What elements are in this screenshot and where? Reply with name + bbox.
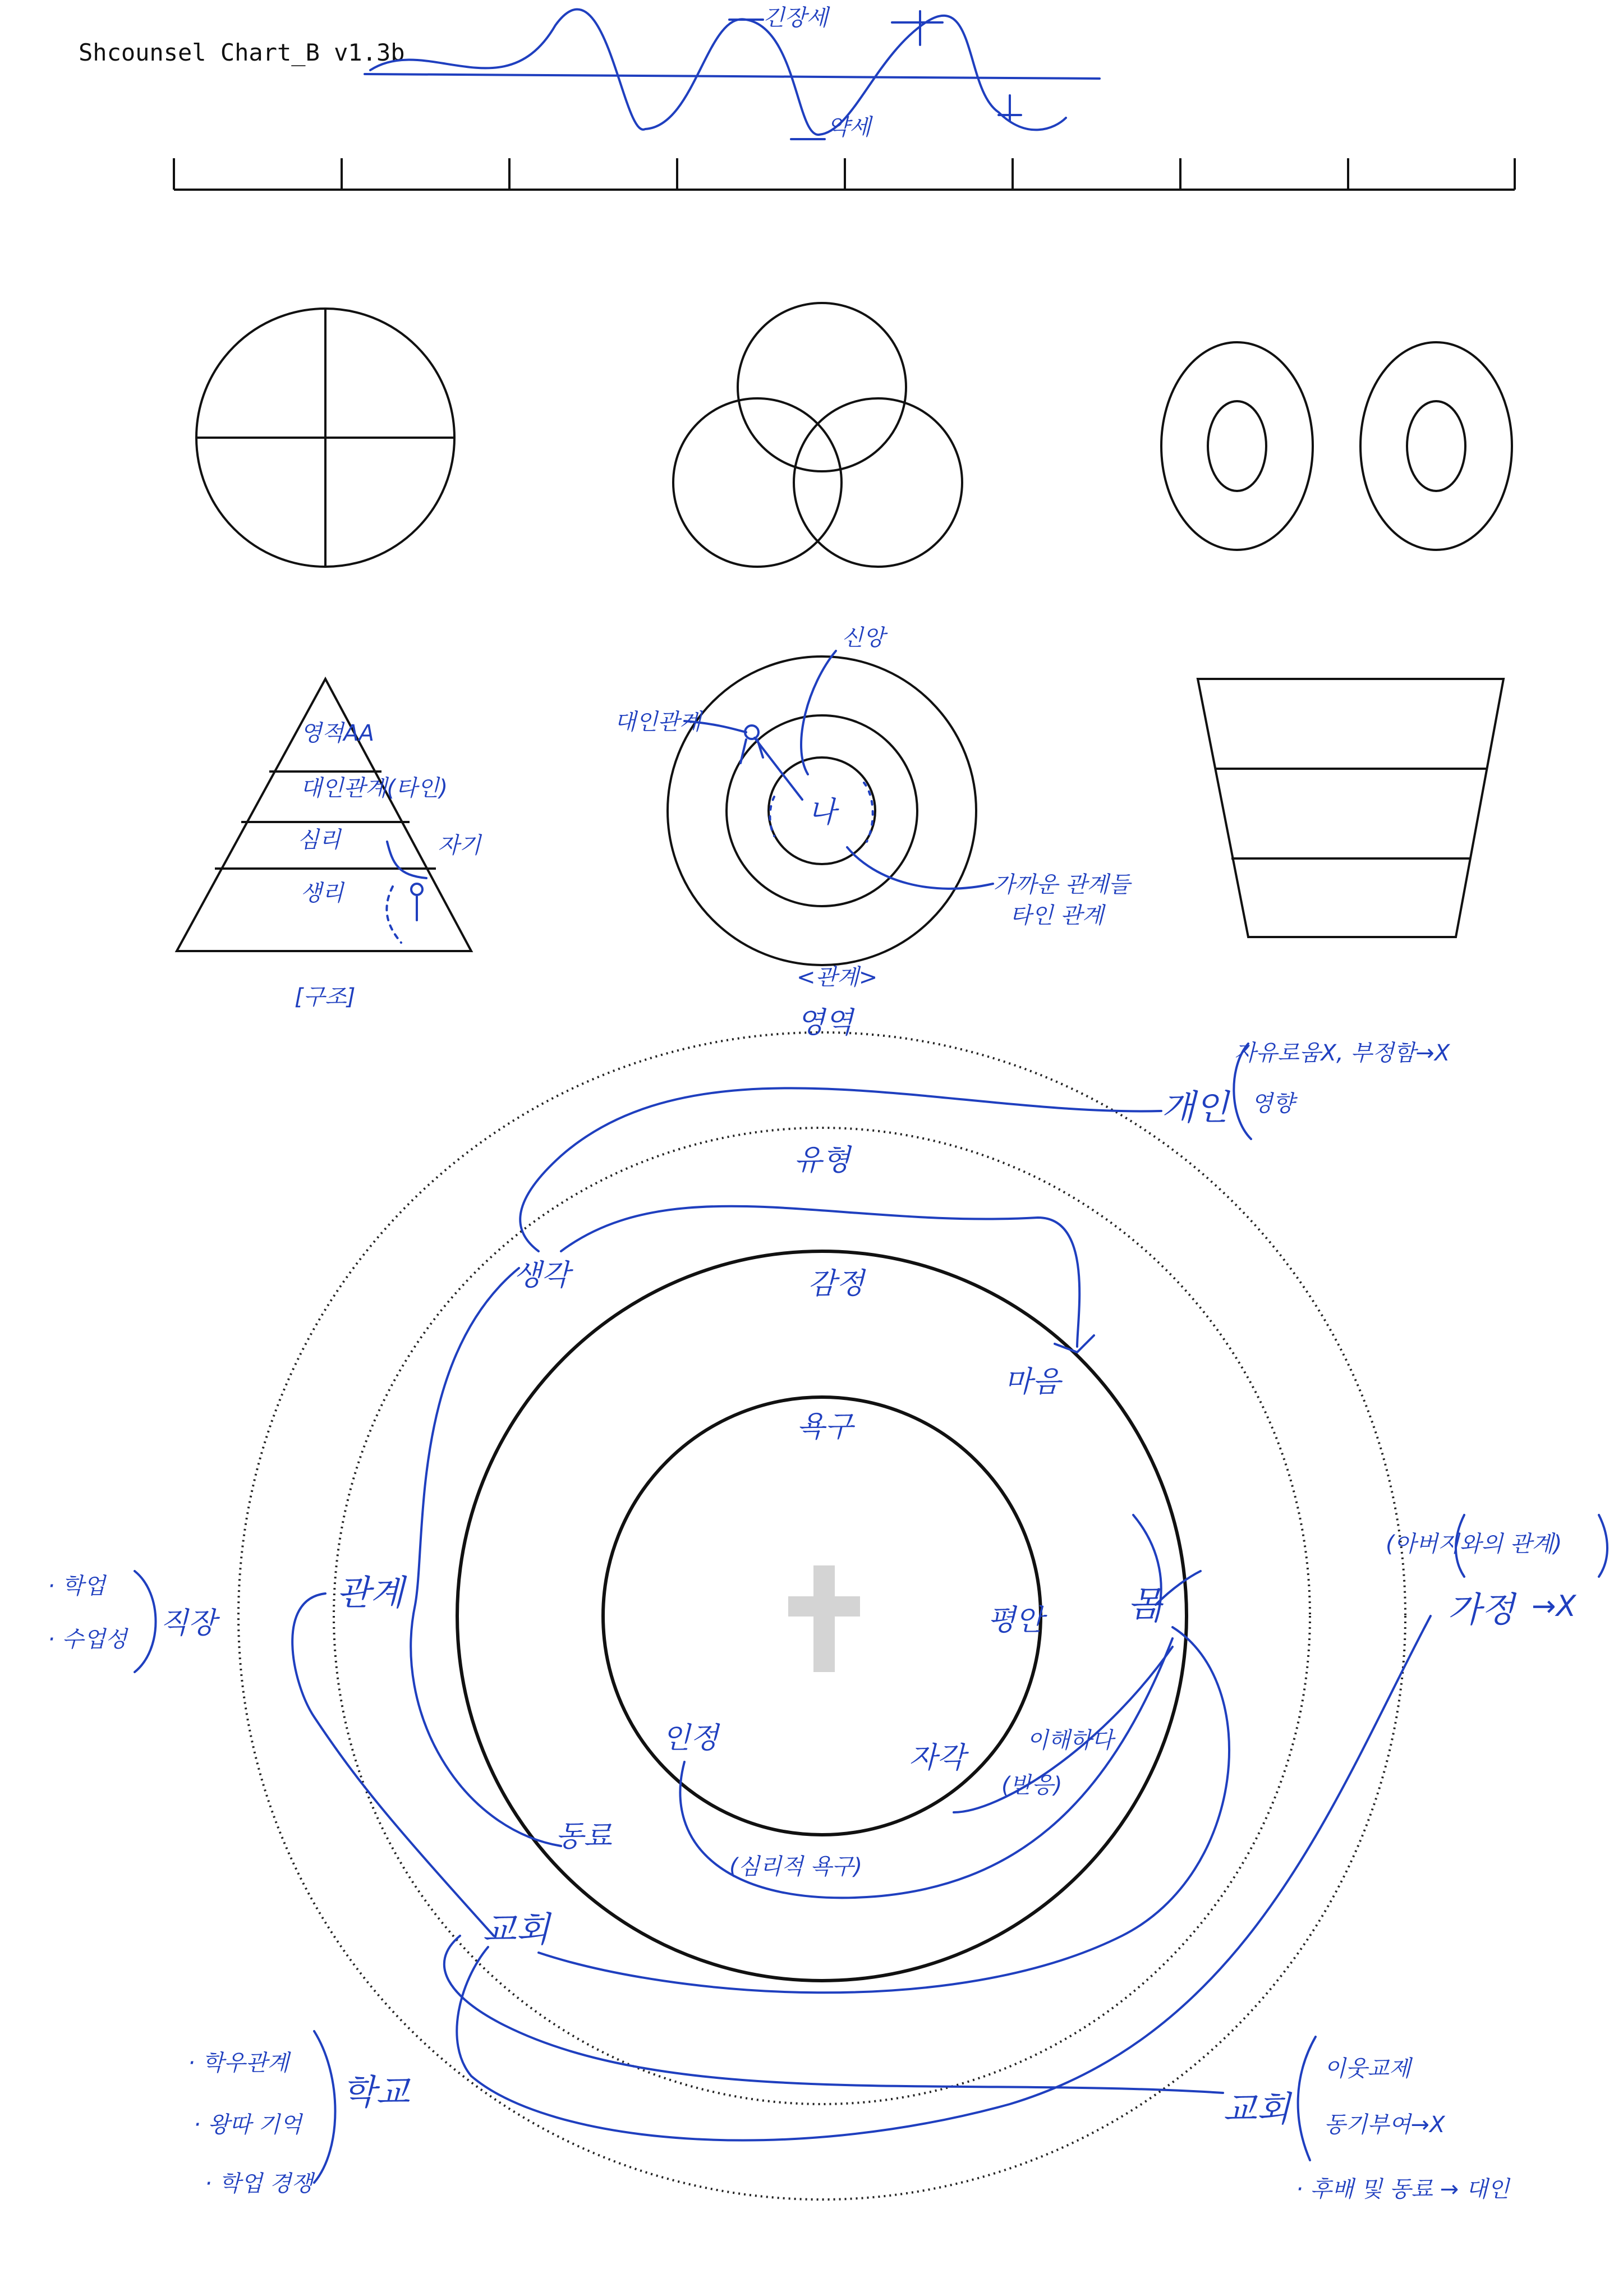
church-item-2: 동기부여→X [1324,2112,1445,2138]
target-god-label: 신앙 [842,625,885,651]
left-item-1: · 학업 [48,1573,105,1599]
family-arrow: →X [1532,1590,1576,1623]
school-label: 학교 [342,2072,410,2113]
timeline-ruler [174,158,1515,190]
personal-label: 개인 [1161,1087,1229,1128]
personal-detail-1: 자유로움X, 부정함→X [1234,1040,1450,1066]
personal-detail-2: 영향 [1251,1091,1295,1117]
inner-right-top-label: 평안 [987,1604,1044,1637]
church-item-3: · 후배 및 동료 → 대인 [1296,2176,1510,2202]
pyramid-side-note: 자기 [438,833,481,858]
pyramid-tier-4: 생리 [300,880,344,906]
family-paren: (아버지와의 관계) [1386,1531,1562,1557]
quartered-circle [196,309,454,567]
school-item-1: · 학우관계 [188,2050,289,2076]
ring3-upper-right-label: 마음 [1004,1365,1061,1399]
chart-title: Shcounsel Chart_B v1.3b [79,39,405,66]
left-label: 직장 [160,1606,217,1640]
bottom-paren-note: (심리적 욕구) [729,1854,863,1880]
lower-left-label-b: 교회 [482,1909,550,1950]
ring3-right-label: 몸 [1128,1583,1161,1624]
double-ring-pair [1161,342,1512,550]
right-small-note-1: 이해하다 [1027,1728,1114,1753]
school-item-2: · 왕따 기억 [194,2112,302,2138]
right-small-note-2: (반응) [1001,1772,1063,1798]
target-others-label: 대인관계 [614,709,701,735]
main-top-label: 영역 [797,1006,853,1040]
pyramid-caption: [구조] [295,984,356,1010]
pyramid-tier-1: 영적AA [300,720,375,746]
ring4-label: 욕구 [797,1410,853,1444]
target-note-line2: 타인 관계 [1010,903,1104,929]
target-caption: <관계> [797,965,878,990]
inner-right-bottom-label: 자각 [909,1741,965,1775]
pyramid-tier-3: 심리 [297,827,341,853]
ring2-left-label: 관계 [337,1572,404,1613]
ring2-label: 유형 [794,1144,850,1177]
school-item-3: · 학업 경쟁 [205,2171,313,2197]
hierarchy-pyramid [177,679,482,1010]
family-label: 가정 [1447,1589,1515,1630]
church-item-1: 이웃교제 [1324,2056,1411,2082]
funnel-diagram [1198,679,1504,937]
pyramid-tier-2: 대인관계(타인) [300,775,448,801]
left-item-2: · 수업성 [48,1627,127,1652]
wave-trough-label: 약세 [827,114,871,140]
ring3-label: 감정 [808,1267,865,1301]
ring2-upper-left-label: 생각 [513,1259,570,1292]
cross-icon [788,1565,860,1672]
lower-left-label-a: 동료 [555,1820,612,1853]
inner-left-label: 인정 [662,1721,719,1755]
target-note-line1: 가까운 관계들 [993,872,1130,898]
wave-diagram [365,5,1100,140]
church-label: 교회 [1223,2088,1290,2129]
target-diagram [614,625,1132,990]
target-center-label: 나 [808,796,836,829]
wave-peak-label: 긴장세 [763,5,828,31]
main-concentric-diagram [48,1006,1607,2202]
venn-diagram [673,303,962,567]
